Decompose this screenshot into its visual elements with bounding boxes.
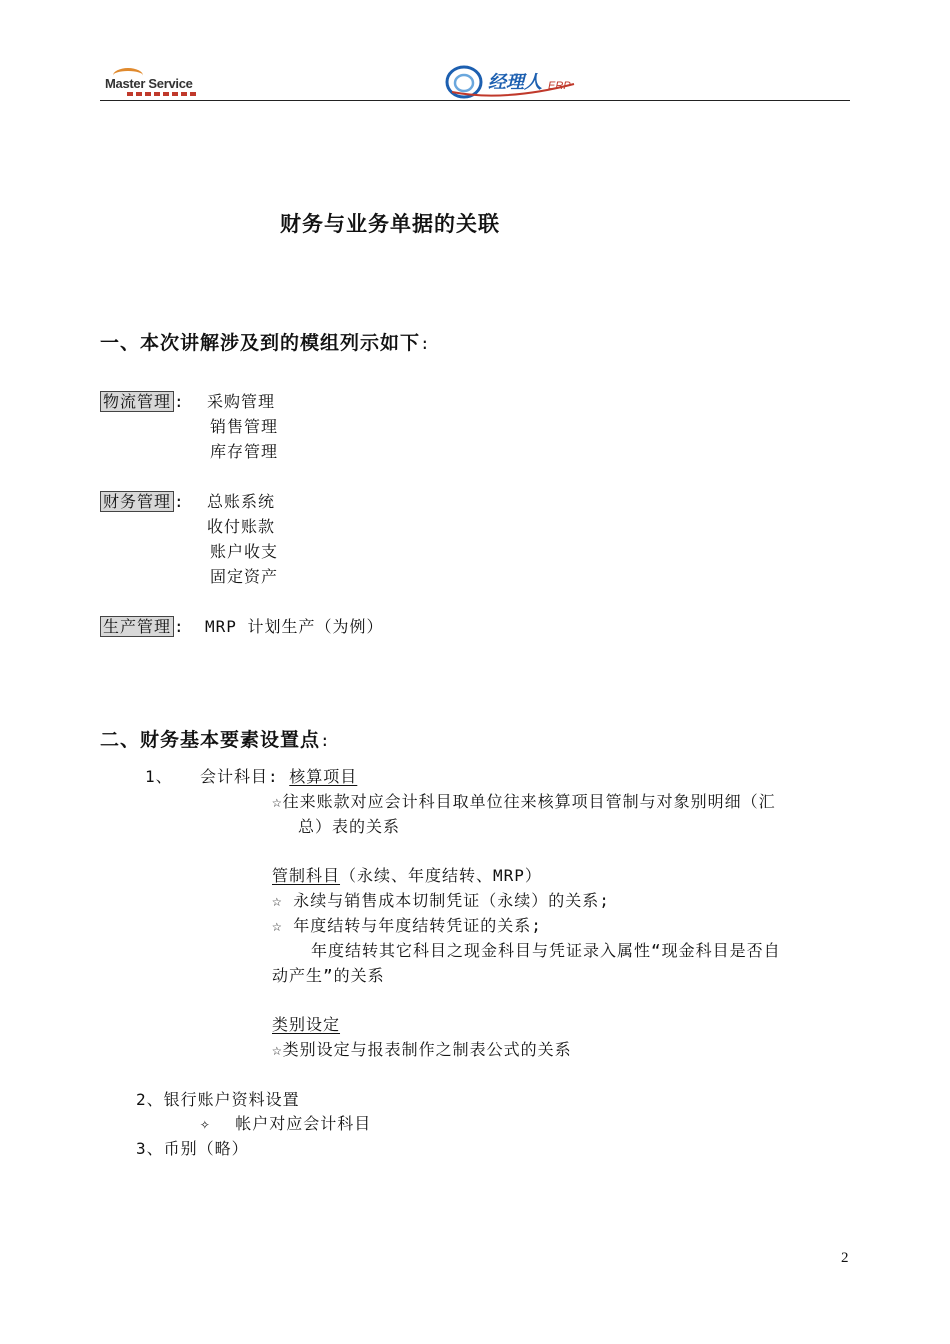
section-2-heading — [100, 725, 331, 752]
item-1-number: 1、 — [145, 767, 173, 786]
sub-2-title-rest: （永续、年度结转、MRP） — [340, 866, 542, 885]
group-label-production-text: 生产管理 — [100, 616, 174, 637]
section-1-heading-text: 一、本次讲解涉及到的模组列示如下 — [100, 332, 421, 354]
section-2-heading-text: 二、财务基本要素设置点 — [100, 729, 321, 751]
sub-3-title-text: 类别设定 — [272, 1015, 341, 1034]
section-1-colon: : — [420, 334, 431, 353]
list-item: 库存管理 — [210, 442, 279, 461]
sub-2-line-2: ☆ 年度结转与年度结转凭证的关系; — [272, 916, 542, 935]
sub-2-title — [272, 863, 542, 886]
list-item: 固定资产 — [210, 567, 279, 586]
item-1-link: 核算项目 — [289, 767, 358, 786]
section-2-colon: : — [320, 731, 331, 750]
item-2-sub — [200, 1111, 371, 1134]
master-service-logo-text: Master Service — [105, 76, 193, 91]
item-1-line-2: 总）表的关系 — [298, 817, 401, 836]
list-item: 总账系统 — [207, 492, 276, 511]
group-label-finance: 财务管理 : — [100, 489, 185, 512]
item-3: 3、币别（略） — [136, 1139, 249, 1158]
diamond-star-icon: ✧ — [200, 1114, 211, 1133]
page-number: 2 — [841, 1250, 849, 1266]
list-item: 账户收支 — [210, 542, 279, 561]
sub-2-title-text: 管制科目 — [272, 866, 341, 885]
section-1-heading — [100, 328, 431, 355]
sub-3-title — [272, 1012, 340, 1035]
group-label-production: 生产管理 : — [100, 614, 185, 637]
svg-text:ERP: ERP — [548, 80, 571, 92]
document-title: 财务与业务单据的关联 — [280, 211, 500, 236]
sub-2-line-4: 动产生”的关系 — [272, 966, 385, 985]
sub-2-line-3: 年度结转其它科目之现金科目与凭证录入属性“现金科目是否自 — [311, 941, 781, 960]
group-label-finance-text: 财务管理 — [100, 491, 174, 512]
item-1-line-1: ☆往来账款对应会计科目取单位往来核算项目管制与对象别明细（汇 — [272, 792, 776, 811]
group-label-logistics: 物流管理 : — [100, 389, 185, 412]
list-item: 采购管理 — [207, 392, 276, 411]
item-2: 2、银行账户资料设置 — [136, 1090, 300, 1109]
group-label-logistics-text: 物流管理 — [100, 391, 174, 412]
svg-text:经理人: 经理人 — [488, 72, 542, 93]
sub-2-line-1: ☆ 永续与销售成本切制凭证（永续）的关系; — [272, 891, 610, 910]
item-2-sub-text: 帐户对应会计科目 — [235, 1114, 372, 1133]
logo-underline-decoration — [127, 92, 197, 96]
item-1-label — [200, 764, 357, 787]
erp-logo — [444, 62, 584, 102]
master-service-logo — [103, 64, 203, 100]
item-1-label-text: 会计科目: — [200, 767, 279, 786]
list-item: MRP 计划生产（为例） — [205, 617, 384, 636]
erp-logo-icon — [444, 62, 584, 102]
list-item: 收付账款 — [207, 517, 276, 536]
list-item: 销售管理 — [210, 417, 279, 436]
sub-3-line-1: ☆类别设定与报表制作之制表公式的关系 — [272, 1040, 572, 1059]
header-divider — [100, 100, 850, 101]
